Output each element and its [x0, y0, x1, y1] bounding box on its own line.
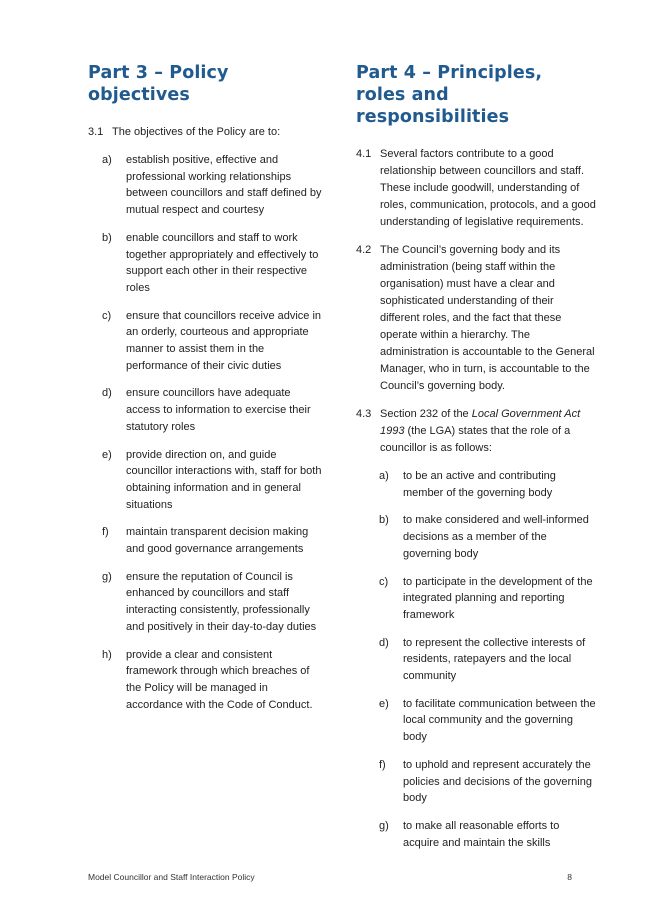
list-item: [102, 152, 324, 219]
para-number: 4.2: [356, 244, 372, 256]
item-label: f): [379, 758, 386, 771]
list-item: [102, 647, 324, 714]
item-label: a): [102, 154, 112, 166]
item-text: to uphold and represent accurately the policies and decisions of the governing body: [403, 758, 592, 805]
item-label: g): [379, 819, 389, 832]
item-text: to represent the collective interests of residents, ratepayers and the local community: [403, 636, 586, 683]
page-number: 8: [567, 872, 572, 882]
item-text: enable councillors and staff to work together appropriately and effectively to support each other in their respective roles: [126, 231, 319, 294]
footer-title: Model Councillor and Staff Interaction Policy: [88, 872, 255, 882]
list-item: [379, 512, 596, 562]
para-text: [380, 406, 596, 457]
item-label: e): [102, 448, 112, 461]
list-item: [102, 447, 324, 514]
list-item: [102, 385, 324, 435]
item-label: d): [379, 636, 389, 649]
item-label: d): [102, 387, 112, 400]
list-item: [379, 757, 596, 807]
item-text: to make all reasonable efforts to acquire and maintain the skills: [403, 819, 560, 849]
left-column: [88, 62, 324, 724]
para-4-1: [356, 146, 596, 231]
item-text: ensure the reputation of Council is enhanced by councillors and staff interacting consistently, professionally and positively in their day-to-day duties: [126, 570, 317, 633]
part3-heading: Part 3 – Policy objectives: [88, 63, 229, 105]
list-item: [379, 696, 596, 746]
item-text: to facilitate communication between the local community and the governing body: [403, 697, 596, 744]
para-number: 3.1: [88, 126, 104, 138]
item-text: ensure that councillors receive advice in an orderly, courteous and appropriate manner to assist them in the performance of their civic duties: [126, 309, 322, 372]
item-text: to participate in the development of the integrated planning and reporting framework: [403, 575, 593, 621]
list-item: [102, 230, 324, 297]
item-text: provide direction on, and guide councillor interactions with, staff for both obtaining information and in general situations: [126, 448, 322, 511]
list-item: [102, 569, 324, 636]
item-label: e): [379, 697, 389, 710]
item-label: b): [379, 514, 389, 527]
item-text: to make considered and well-informed decisions as a member of the governing body: [403, 514, 589, 560]
right-column: [356, 62, 596, 862]
list-item: [102, 308, 324, 375]
item-text: to be an active and contributing member of the governing body: [403, 470, 556, 499]
list-item: [379, 468, 596, 501]
para-3-1: [88, 124, 324, 141]
councillor-role-list: [379, 468, 596, 851]
para-text-post: (the LGA) states that the role of a councillor is as follows:: [380, 425, 571, 454]
para-text-pre: Section 232 of the: [380, 408, 472, 420]
item-label: g): [102, 570, 112, 583]
para-text: Several factors contribute to a good relationship between councillors and staff. These include goodwill, understanding of roles, communication, protocols, and a good understanding of legislative requirements.: [380, 148, 596, 228]
objectives-list: [102, 152, 324, 713]
item-label: a): [379, 470, 389, 482]
item-label: h): [102, 648, 112, 661]
list-item: [379, 574, 596, 624]
list-item: [379, 635, 596, 685]
act-title: Local Government Act 1993: [380, 408, 581, 437]
para-number: 4.1: [356, 148, 372, 160]
para-4-2: [356, 242, 596, 395]
item-label: f): [102, 526, 109, 539]
part4-heading: Part 4 – Principles, roles and responsibilities: [356, 63, 543, 127]
item-text: provide a clear and consistent framework through which breaches of the Policy will be managed in accordance with the Code of Conduct.: [126, 648, 313, 711]
item-label: c): [379, 575, 389, 588]
item-text: maintain transparent decision making and good governance arrangements: [126, 526, 309, 556]
item-label: b): [102, 231, 112, 244]
para-text: The objectives of the Policy are to:: [112, 126, 281, 138]
para-text: The Council’s governing body and its administration (being staff within the organisation) must have a clear and sophisticated understanding of their different roles, and the fact that these operate within a hierarchy. The administration is accountable to the General Manager, who in turn, is accountable to the Council’s governing body.: [380, 244, 595, 392]
item-text: ensure councillors have adequate access to information to exercise their statutory roles: [126, 387, 311, 433]
para-4-3: [356, 406, 596, 457]
list-item: [379, 818, 596, 851]
list-item: [102, 524, 324, 557]
item-text: establish positive, effective and professional working relationships between councillors and staff defined by mutual respect and courtesy: [126, 154, 322, 217]
item-label: c): [102, 309, 112, 322]
para-number: 4.3: [356, 408, 372, 420]
